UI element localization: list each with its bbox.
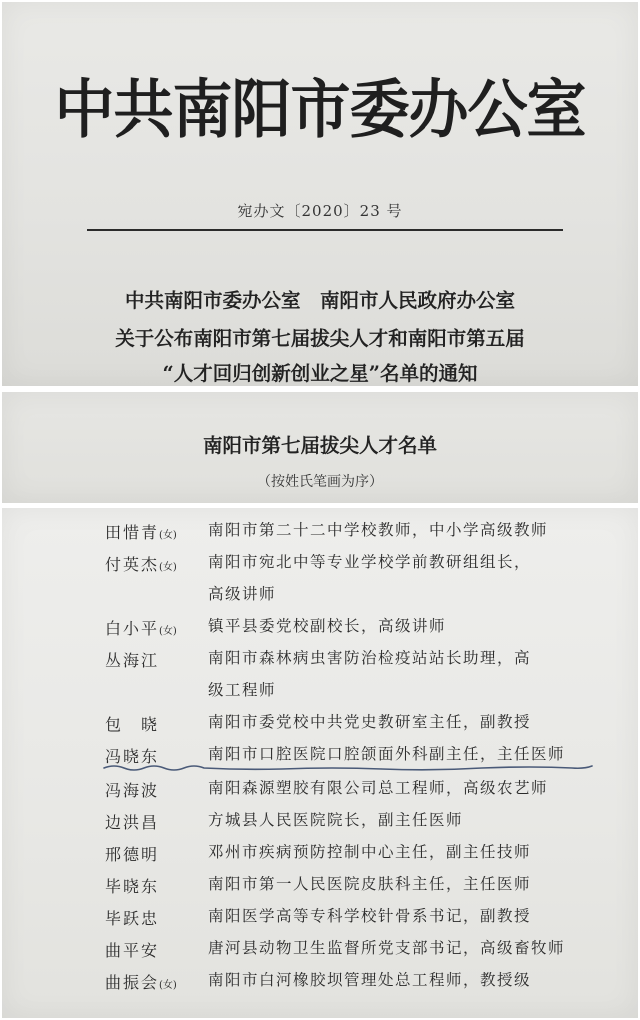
- person-description: 方城县人民医院院长，副主任医师: [208, 811, 464, 829]
- gender-mark: (女): [159, 980, 177, 991]
- person-description: 南阳市委党校中共党史教研室主任，副教授: [208, 713, 532, 731]
- person-name: 冯晓东: [105, 747, 160, 766]
- name-list-panel: [2, 508, 638, 1018]
- notice-title-line-2: 关于公布南阳市第七届拔尖人才和南阳市第五届: [115, 327, 525, 350]
- notice-title-line-3: “人才回归创新创业之星”名单的通知: [162, 362, 478, 385]
- gender-mark: (女): [159, 562, 177, 573]
- person-name: 毕跃忠: [105, 909, 160, 928]
- pen-underline-mark: [102, 762, 594, 774]
- list-subtitle: （按姓氏笔画为序）: [257, 474, 383, 490]
- issuer-heading: 中共南阳市委办公室: [54, 73, 586, 147]
- person-description: 南阳市第一人民医院皮肤科主任，主任医师: [208, 875, 532, 893]
- person-name: 边洪昌: [105, 813, 160, 832]
- document-header-panel: [2, 2, 638, 386]
- person-name: 付英杰: [105, 555, 160, 574]
- person-description: 南阳市森林病虫害防治检疫站站长助理，高 级工程师: [208, 649, 532, 699]
- person-description: 南阳市口腔医院口腔颌面外科副主任，主任医师: [208, 745, 566, 763]
- gender-mark: (女): [159, 530, 177, 541]
- person-description: 邓州市疾病预防控制中心主任，副主任技师: [208, 843, 532, 861]
- person-name: 曲振会: [105, 973, 160, 992]
- person-description: 镇平县委党校副校长，高级讲师: [208, 617, 447, 635]
- person-description: 唐河县动物卫生监督所党支部书记，高级畜牧师: [208, 939, 566, 957]
- name-list: [2, 508, 638, 1018]
- document-number: 宛办文〔2020〕23 号: [237, 202, 403, 220]
- person-description: 南阳市白河橡胶坝管理处总工程师，教授级: [208, 971, 532, 989]
- notice-title-line-1: 中共南阳市委办公室 南阳市人民政府办公室: [124, 289, 515, 312]
- list-title-panel: [2, 392, 638, 503]
- person-name: 毕晓东: [105, 877, 160, 896]
- person-description: 南阳市宛北中等专业学校学前教研组组长， 高级讲师: [208, 553, 532, 603]
- person-description: 南阳市第二十二中学校教师，中小学高级教师: [208, 521, 549, 539]
- person-name: 白小平: [105, 619, 160, 638]
- gender-mark: (女): [159, 626, 177, 637]
- person-name: 冯海波: [105, 781, 160, 800]
- person-name: 曲平安: [105, 941, 160, 960]
- person-name: 包 晓: [105, 715, 160, 734]
- person-description: 南阳森源塑胶有限公司总工程师，高级农艺师: [208, 779, 549, 797]
- person-name: 邢德明: [105, 845, 160, 864]
- person-name: 丛海江: [105, 651, 160, 670]
- person-name: 田惜青: [105, 523, 160, 542]
- header-rule: [87, 229, 563, 231]
- list-title: 南阳市第七届拔尖人才名单: [202, 434, 437, 457]
- person-description: 南阳医学高等专科学校针骨系书记，副教授: [208, 907, 532, 925]
